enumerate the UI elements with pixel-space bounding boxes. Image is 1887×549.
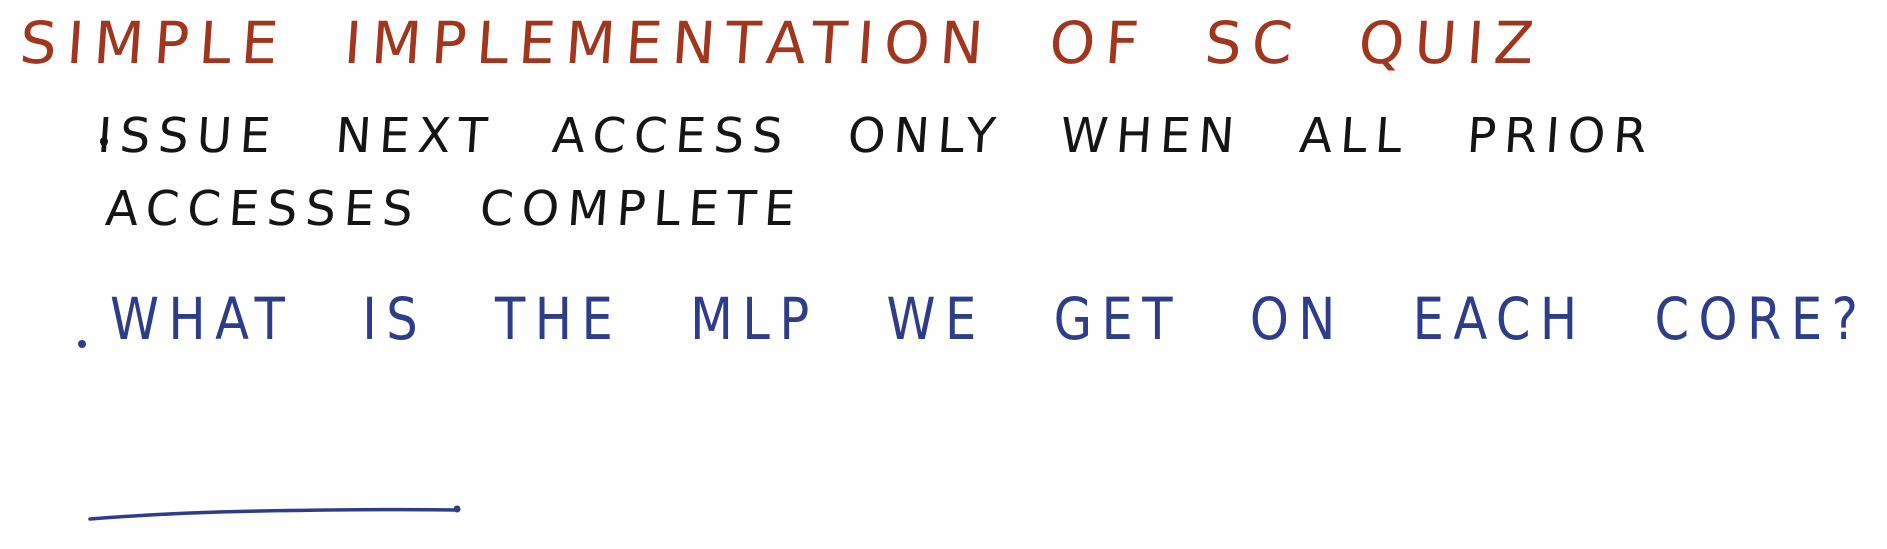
quiz-title: SIMPLE IMPLEMENTATION OF SC QUIZ xyxy=(17,9,1547,77)
statement-line-1: ISSUE NEXT ACCESS ONLY WHEN ALL PRIOR xyxy=(95,108,1657,164)
statement-line-2: ACCESSES COMPLETE xyxy=(103,181,805,237)
question-line: WHAT IS THE MLP WE GET ON EACH CORE? xyxy=(110,285,1868,353)
answer-blank-stroke xyxy=(90,510,456,519)
answer-blank-end-dot xyxy=(454,506,461,513)
